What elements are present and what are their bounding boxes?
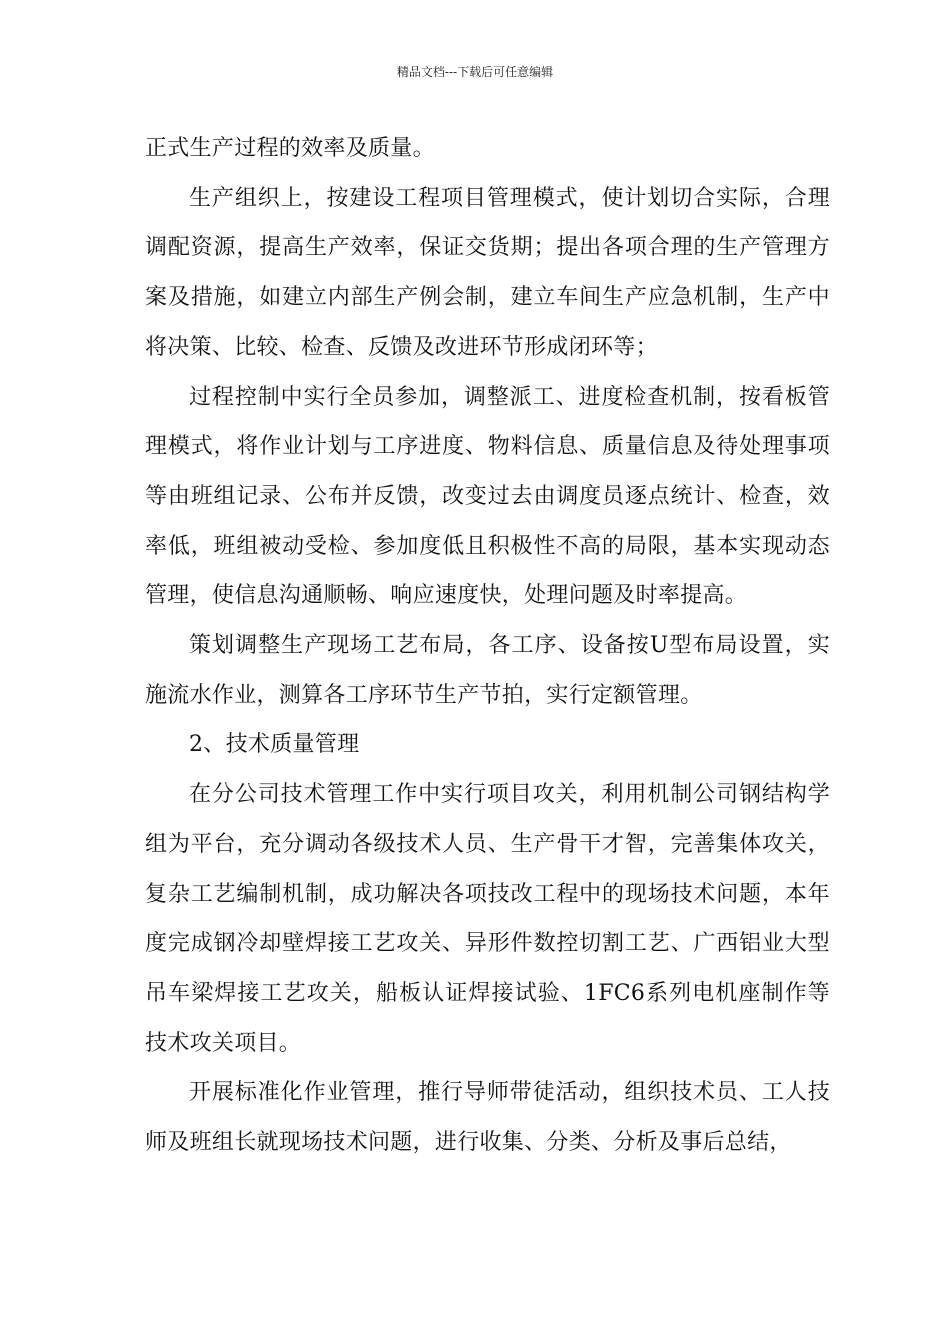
document-body bbox=[145, 124, 830, 1168]
paragraph-technical-management: 在分公司技术管理工作中实行项目攻关，利用机制公司钢结构学组为平台，充分调动各级技术人员、生产骨干才智，完善集体攻关，复杂工艺编制机制，成功解决各项技改工程中的现场技术问题，本年度完成钢冷却壁焊接工艺攻关、异形件数控切割工艺、广西铝业大型吊车梁焊接工艺攻关，船板认证焊接试验、1FC6系列电机座制作等技术攻关项目。 bbox=[145, 782, 830, 1056]
paragraph-process-control: 过程控制中实行全员参加，调整派工、进度检查机制，按看板管理模式，将作业计划与工序进度、物料信息、质量信息及待处理事项等由班组记录、公布并反馈，改变过去由调度员逐点统计、检查，效率低，班组被动受检、参加度低且积极性不高的局限，基本实现动态管理，使信息沟通顺畅、响应速度快，处理问题及时率提高。 bbox=[145, 384, 830, 609]
section-heading-quality-management: 2、技术质量管理 bbox=[189, 732, 360, 758]
paragraph-production-organization: 生产组织上，按建设工程项目管理模式，使计划切合实际，合理调配资源，提高生产效率，保证交货期；提出各项合理的生产管理方案及措施，如建立内部生产例会制，建立车间生产应急机制，生产中将决策、比较、检查、反馈及改进环节形成闭环等； bbox=[145, 185, 830, 360]
page-header: 精品文档---下载后可任意编辑 bbox=[396, 65, 554, 79]
paragraph-continuation: 正式生产过程的效率及质量。 bbox=[145, 136, 435, 161]
paragraph-layout-planning: 策划调整生产现场工艺布局，各工序、设备按U型布局设置，实施流水作业，测算各工序环节生产节拍，实行定额管理。 bbox=[145, 633, 830, 708]
paragraph-standardized-operation: 开展标准化作业管理，推行导师带徒活动，组织技术员、工人技师及班组长就现场技术问题，进行收集、分类、分析及事后总结， bbox=[145, 1080, 830, 1156]
